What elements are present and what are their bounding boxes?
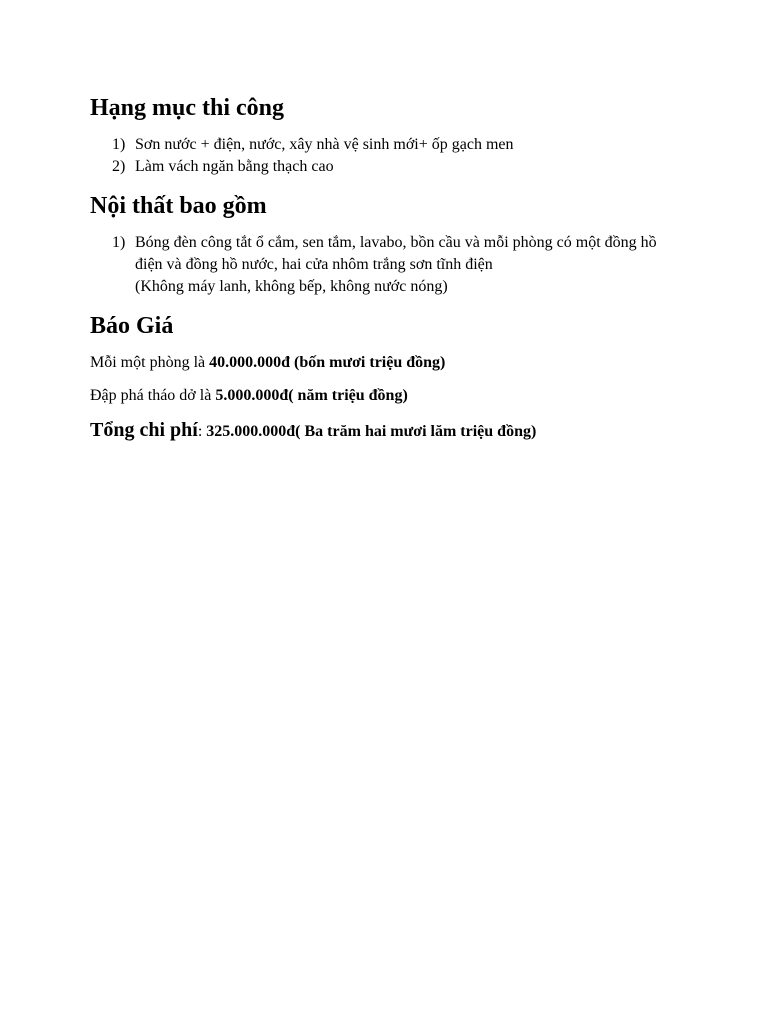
list-number: 2) [112, 158, 126, 175]
total-cost-label: Tổng chi phí [90, 419, 198, 441]
list-item-line: điện và đồng hồ nước, hai cửa nhôm trắng sơn tĩnh điện [135, 256, 493, 273]
furniture-list [90, 232, 690, 298]
scope-heading: Hạng mục thi công [90, 95, 285, 121]
demolition-price-amount: 5.000.000đ( năm triệu đồng) [215, 387, 408, 404]
list-item-line: Bóng đèn công tắt ổ cắm, sen tắm, lavabo, bồn cầu và mỗi phòng có một đồng hồ [135, 234, 657, 251]
total-cost-amount: 325.000.000đ( Ba trăm hai mươi lăm triệu đồng) [206, 423, 537, 440]
scope-list [90, 134, 690, 178]
list-item [90, 156, 690, 178]
list-number: 1) [112, 234, 126, 251]
list-item [90, 232, 690, 298]
total-cost-separator: : [197, 423, 207, 440]
document-page [90, 92, 690, 445]
room-price-amount: 40.000.000đ (bốn mươi triệu đồng) [209, 354, 446, 371]
quote-heading: Báo Giá [90, 313, 174, 339]
furniture-heading: Nội thất bao gồm [90, 193, 267, 219]
demolition-price-line [90, 385, 690, 407]
demolition-price-label: Đập phá tháo dở là [90, 387, 216, 404]
room-price-label: Mỗi một phòng là [90, 354, 210, 371]
room-price-line [90, 352, 690, 374]
list-item-text: Sơn nước + điện, nước, xây nhà vệ sinh mới+ ốp gạch men [135, 136, 514, 153]
list-number: 1) [112, 136, 126, 153]
list-item-note: (Không máy lanh, không bếp, không nước nóng) [135, 278, 448, 295]
list-item [90, 134, 690, 156]
list-item-text: Làm vách ngăn bằng thạch cao [135, 158, 334, 175]
total-cost-line [90, 417, 690, 445]
